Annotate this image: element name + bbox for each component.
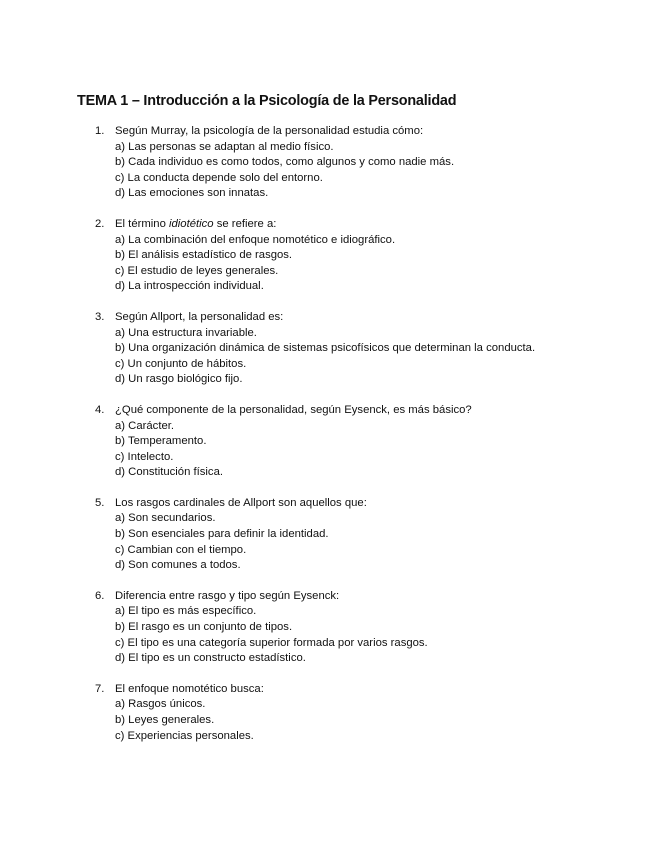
option-list	[95, 697, 655, 744]
question-text-part: Según Murray, la psicología de la personalidad estudia cómo:	[115, 125, 424, 137]
answer-option: d) Las emociones son innatas.	[115, 187, 269, 200]
option-list	[95, 604, 655, 666]
question-text	[115, 124, 423, 140]
question-text-part: Los rasgos cardinales de Allport son aquellos que:	[115, 496, 367, 509]
option-list	[95, 419, 655, 481]
question-text	[115, 589, 339, 605]
answer-option: c) Un conjunto de hábitos.	[115, 357, 247, 370]
option-list	[95, 511, 655, 573]
question-item	[95, 217, 655, 295]
answer-option: b) Temperamento.	[115, 435, 207, 448]
question-line	[95, 217, 655, 233]
document-title: TEMA 1 – Introducción a la Psicología de la Personalidad	[77, 93, 457, 109]
question-text	[115, 496, 367, 512]
answer-option: d) El tipo es un constructo estadístico.	[115, 652, 306, 665]
option-list	[95, 233, 655, 295]
answer-option: a) Una estructura invariable.	[115, 326, 257, 339]
question-line	[95, 310, 655, 326]
question-number: 2.	[95, 217, 105, 230]
answer-option: b) El rasgo es un conjunto de tipos.	[115, 621, 293, 634]
question-item	[95, 403, 655, 481]
question-number: 5.	[95, 496, 105, 509]
question-line	[95, 589, 655, 605]
question-text	[115, 682, 264, 698]
answer-option: a) La combinación del enfoque nomotético e idiográfico.	[115, 233, 396, 246]
question-number: 3.	[95, 310, 105, 323]
answer-option: c) El tipo es una categoría superior formada por varios rasgos.	[115, 636, 428, 649]
answer-option: d) Un rasgo biológico fijo.	[115, 373, 243, 386]
answer-option: b) Cada individuo es como todos, como algunos y como nadie más.	[115, 156, 455, 169]
question-italic-term: idiotético	[169, 217, 214, 230]
answer-option: c) El estudio de leyes generales.	[115, 264, 279, 277]
question-text	[115, 403, 472, 419]
option-list	[95, 140, 655, 202]
question-item	[95, 496, 655, 574]
answer-option: a) Rasgos únicos.	[115, 698, 206, 711]
answer-option: c) Cambian con el tiempo.	[115, 543, 247, 556]
answer-option: a) Carácter.	[115, 419, 175, 432]
question-line	[95, 682, 655, 698]
answer-option: b) Leyes generales.	[115, 714, 215, 726]
question-number: 1.	[95, 125, 105, 137]
question-text-part: El enfoque nomotético busca:	[115, 682, 264, 695]
answer-option: c) La conducta depende solo del entorno.	[115, 171, 323, 184]
question-number: 7.	[95, 682, 105, 695]
question-item	[95, 310, 655, 388]
question-number: 6.	[95, 589, 105, 602]
answer-option: c) Experiencias personales.	[115, 729, 254, 742]
question-text	[115, 310, 283, 326]
option-list	[95, 326, 655, 388]
question-item	[95, 682, 655, 744]
question-number: 4.	[95, 403, 105, 416]
answer-option: d) Son comunes a todos.	[115, 559, 241, 572]
answer-option: a) El tipo es más específico.	[115, 605, 257, 618]
question-text	[115, 217, 276, 233]
question-list	[77, 124, 655, 744]
answer-option: b) Son esenciales para definir la identidad.	[115, 528, 329, 541]
question-text-part: se refiere a:	[213, 217, 277, 230]
answer-option: c) Intelecto.	[115, 450, 174, 463]
answer-option: a) Son secundarios.	[115, 512, 216, 525]
answer-option: b) El análisis estadístico de rasgos.	[115, 249, 293, 262]
question-text-part: ¿Qué componente de la personalidad, según Eysenck, es más básico?	[115, 403, 472, 416]
question-line	[95, 496, 655, 512]
answer-option: b) Una organización dinámica de sistemas psicofísicos que determinan la conducta.	[115, 342, 536, 355]
question-text-part: Diferencia entre rasgo y tipo según Eysenck:	[115, 589, 340, 602]
question-text-part: Según Allport, la personalidad es:	[115, 310, 284, 323]
question-line	[95, 124, 655, 140]
question-text-part: El término	[115, 217, 169, 230]
answer-option: d) La introspección individual.	[115, 280, 264, 293]
question-line	[95, 403, 655, 419]
question-item	[95, 589, 655, 667]
question-item	[95, 124, 655, 202]
answer-option: a) Las personas se adaptan al medio físico.	[115, 140, 334, 153]
answer-option: d) Constitución física.	[115, 466, 223, 479]
